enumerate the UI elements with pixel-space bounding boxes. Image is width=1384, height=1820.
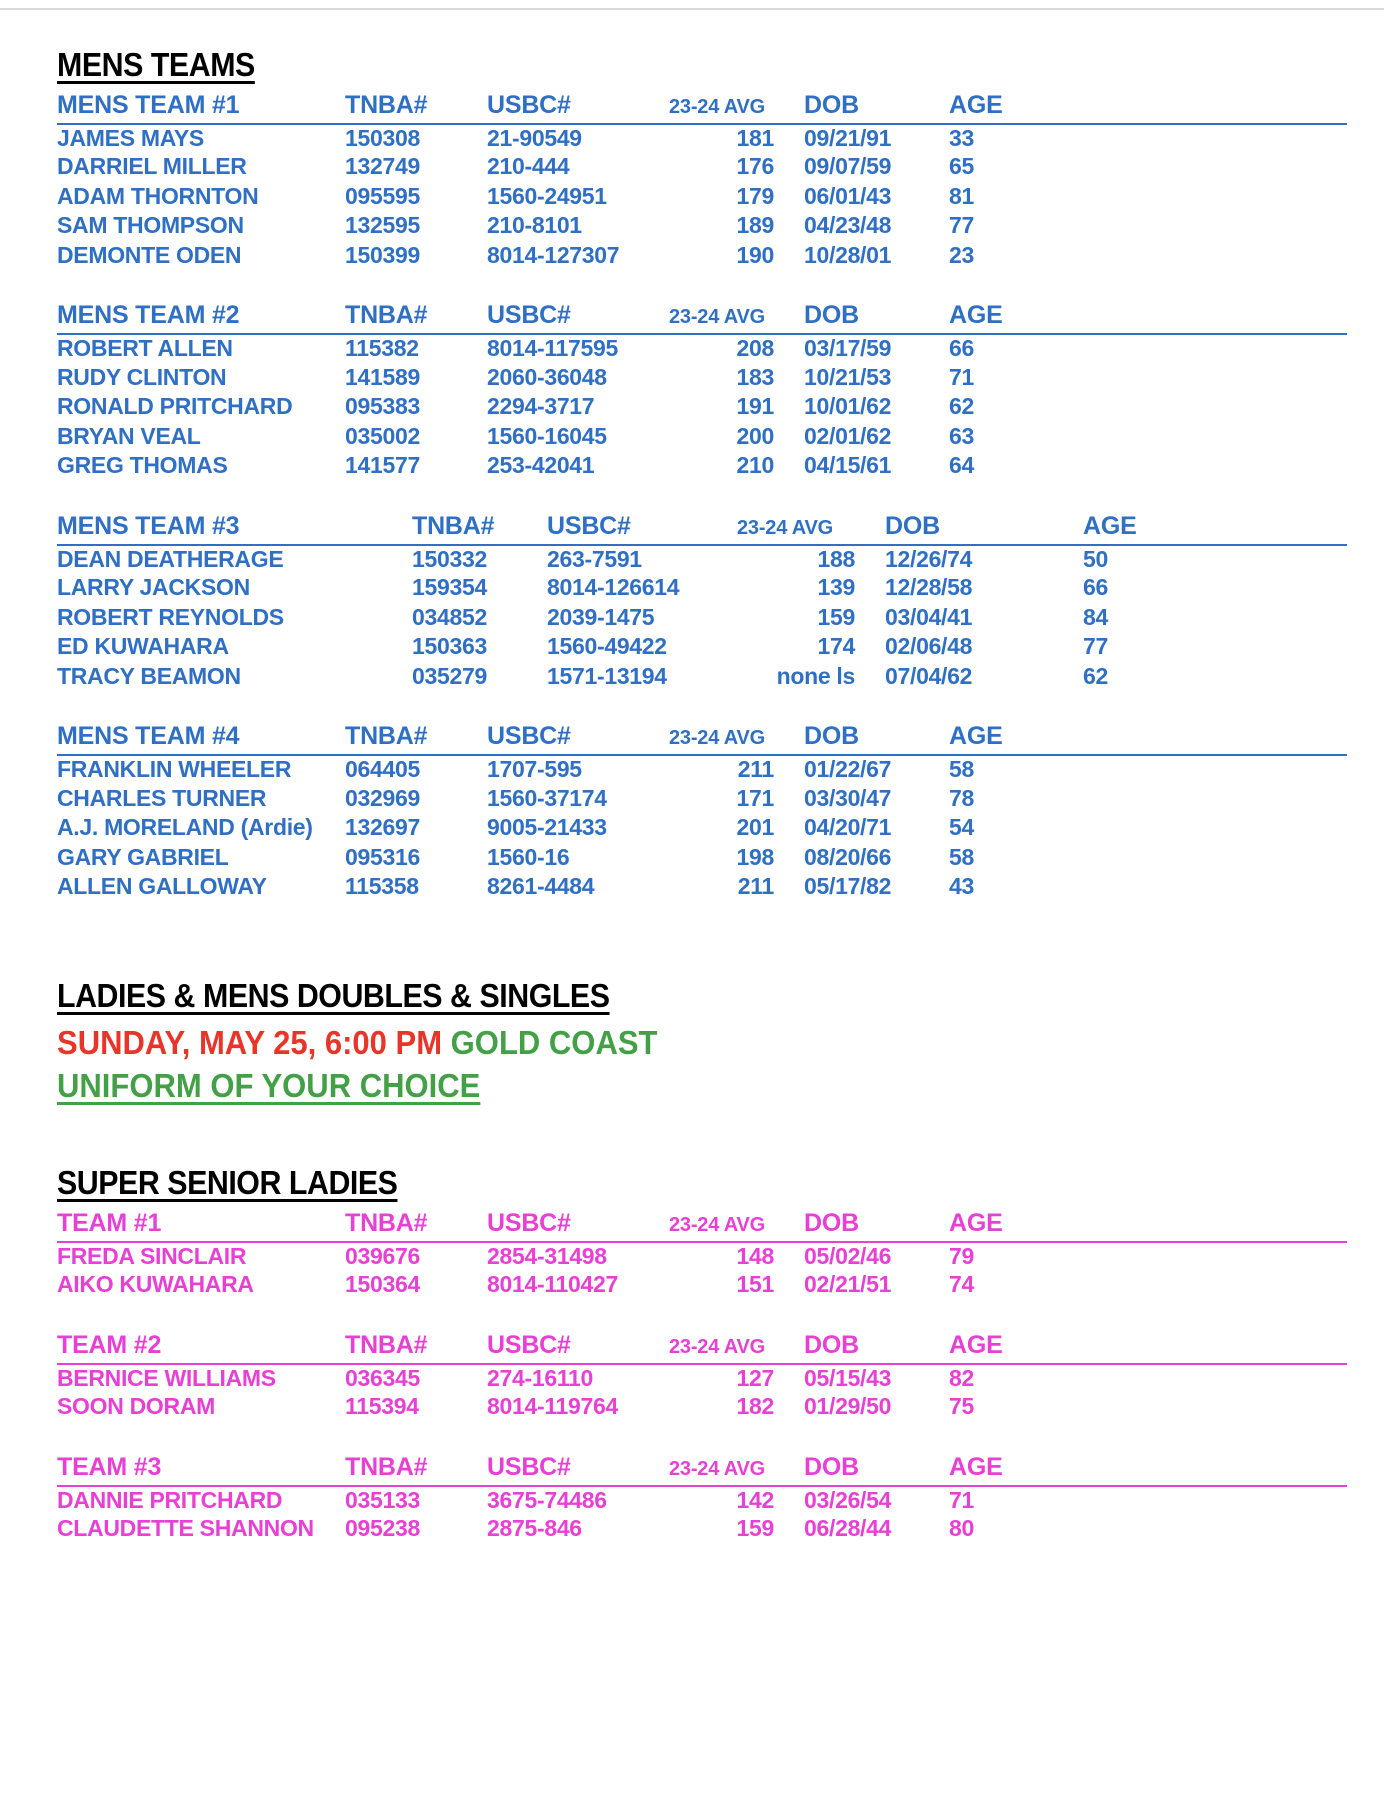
player-average: 179 (736, 182, 774, 209)
player-name: SOON DORAM (57, 1393, 216, 1420)
row-spacer (1069, 785, 1347, 815)
column-header-dob: DOB (804, 91, 949, 124)
player-age: 50 (1083, 545, 1108, 572)
player-tnba: 141577 (345, 452, 420, 479)
player-age: 66 (949, 335, 974, 362)
player-row (57, 212, 1347, 242)
team-table (57, 91, 1347, 272)
player-tnba: 150364 (345, 1271, 420, 1298)
player-usbc: 274-16110 (487, 1364, 594, 1391)
spacer (57, 903, 1347, 977)
player-name: RUDY CLINTON (57, 363, 227, 390)
row-spacer (1069, 183, 1347, 213)
player-name: ROBERT REYNOLDS (57, 603, 284, 630)
player-tnba: 141589 (345, 363, 420, 390)
player-name: SAM THOMPSON (57, 212, 244, 239)
player-dob: 10/21/53 (804, 363, 892, 390)
row-spacer (1069, 212, 1347, 242)
player-average: 189 (736, 212, 774, 239)
player-name: RONALD PRITCHARD (57, 393, 293, 420)
column-header-avg: 23-24 AVG (737, 512, 885, 545)
player-dob: 05/15/43 (804, 1364, 892, 1391)
row-spacer (1069, 755, 1347, 785)
player-dob: 08/20/66 (804, 843, 892, 870)
player-usbc: 2854-31498 (487, 1242, 607, 1269)
player-name: JAMES MAYS (57, 124, 204, 151)
player-usbc: 1571-13194 (547, 662, 667, 689)
player-age: 78 (949, 784, 974, 811)
team-header-row (57, 91, 1347, 124)
player-dob: 06/28/44 (804, 1515, 892, 1542)
player-age: 71 (949, 363, 974, 390)
player-dob: 02/01/62 (804, 422, 892, 449)
player-dob: 10/01/62 (804, 393, 892, 420)
player-row (57, 633, 1347, 663)
player-row (57, 663, 1347, 693)
column-header-tnba: TNBA# (345, 1331, 487, 1364)
mens-teams-heading: MENS TEAMS (57, 46, 255, 83)
player-usbc: 3675-74486 (487, 1486, 607, 1513)
player-dob: 03/17/59 (804, 335, 892, 362)
player-tnba: 150308 (345, 124, 420, 151)
player-row (57, 604, 1347, 634)
player-usbc: 253-42041 (487, 452, 595, 479)
player-row (57, 574, 1347, 604)
player-name: FREDA SINCLAIR (57, 1242, 247, 1269)
row-spacer (1189, 545, 1347, 575)
player-usbc: 21-90549 (487, 124, 582, 151)
player-usbc: 1560-16045 (487, 422, 607, 449)
player-row (57, 242, 1347, 272)
player-age: 84 (1083, 603, 1108, 630)
player-tnba: 115382 (345, 335, 419, 362)
player-name: GREG THOMAS (57, 452, 228, 479)
team-label: TEAM #1 (57, 1209, 345, 1242)
player-tnba: 159354 (412, 574, 487, 601)
player-usbc: 1560-16 (487, 843, 570, 870)
column-header-tnba: TNBA# (345, 91, 487, 124)
player-dob: 03/30/47 (804, 784, 892, 811)
player-row (57, 334, 1347, 364)
player-row (57, 814, 1347, 844)
column-header-usbc: USBC# (487, 1453, 669, 1486)
player-name: DEAN DEATHERAGE (57, 545, 284, 572)
row-spacer (1189, 574, 1347, 604)
player-name: AIKO KUWAHARA (57, 1271, 254, 1298)
player-average: none ls (776, 662, 855, 689)
row-spacer (1069, 393, 1347, 423)
spacer (57, 1108, 1347, 1164)
player-name: FRANKLIN WHEELER (57, 756, 292, 783)
row-spacer (1189, 633, 1347, 663)
column-header-spacer (1069, 91, 1347, 124)
player-age: 80 (949, 1515, 974, 1542)
player-tnba: 035279 (412, 662, 487, 689)
spacer (57, 1301, 1347, 1331)
player-row (57, 844, 1347, 874)
player-usbc: 263-7591 (547, 545, 642, 572)
player-usbc: 210-444 (487, 153, 570, 180)
player-age: 33 (949, 124, 974, 151)
player-usbc: 8261-4484 (487, 873, 595, 900)
player-tnba: 132595 (345, 212, 420, 239)
player-tnba: 039676 (345, 1242, 420, 1269)
player-dob: 05/17/82 (804, 873, 892, 900)
player-average: 183 (736, 363, 774, 390)
player-usbc: 2294-3717 (487, 393, 595, 420)
player-tnba: 032969 (345, 784, 420, 811)
row-spacer (1189, 604, 1347, 634)
player-tnba: 035002 (345, 422, 420, 449)
player-usbc: 2875-846 (487, 1515, 582, 1542)
team-header-row (57, 512, 1347, 545)
row-spacer (1069, 1393, 1347, 1423)
column-header-dob: DOB (885, 512, 1083, 545)
team-table (57, 1209, 1347, 1301)
player-usbc: 1560-37174 (487, 784, 607, 811)
player-average: 174 (817, 633, 855, 660)
column-header-avg: 23-24 AVG (669, 1331, 804, 1364)
player-average: 159 (817, 603, 855, 630)
column-header-avg: 23-24 AVG (669, 91, 804, 124)
column-header-tnba: TNBA# (345, 722, 487, 755)
row-spacer (1069, 423, 1347, 453)
event-datetime-line (57, 1022, 1270, 1065)
player-average: 211 (737, 756, 774, 783)
player-dob: 04/15/61 (804, 452, 892, 479)
player-row (57, 755, 1347, 785)
column-header-spacer (1069, 1453, 1347, 1486)
team-header-row (57, 1453, 1347, 1486)
column-header-dob: DOB (804, 1453, 949, 1486)
player-row (57, 1271, 1347, 1301)
spacer (57, 692, 1347, 722)
player-name: LARRY JACKSON (57, 574, 250, 601)
column-header-age: AGE (949, 722, 1069, 755)
row-spacer (1069, 873, 1347, 903)
player-row (57, 183, 1347, 213)
player-name: TRACY BEAMON (57, 662, 241, 689)
player-age: 71 (949, 1486, 974, 1513)
player-tnba: 115394 (345, 1393, 419, 1420)
player-age: 75 (949, 1393, 974, 1420)
player-row (57, 873, 1347, 903)
player-average: 176 (736, 153, 774, 180)
row-spacer (1069, 1271, 1347, 1301)
player-usbc: 8014-119764 (487, 1393, 619, 1420)
player-usbc: 210-8101 (487, 212, 582, 239)
column-header-dob: DOB (804, 301, 949, 334)
player-usbc: 1707-595 (487, 756, 582, 783)
player-tnba: 095595 (345, 182, 420, 209)
column-header-spacer (1189, 512, 1347, 545)
player-name: ED KUWAHARA (57, 633, 229, 660)
player-age: 82 (949, 1364, 974, 1391)
player-dob: 12/26/74 (885, 545, 973, 572)
column-header-dob: DOB (804, 722, 949, 755)
player-tnba: 095383 (345, 393, 420, 420)
column-header-usbc: USBC# (487, 722, 669, 755)
row-spacer (1069, 814, 1347, 844)
player-tnba: 132697 (345, 814, 420, 841)
player-average: 208 (736, 335, 774, 362)
column-header-age: AGE (949, 1453, 1069, 1486)
player-row (57, 423, 1347, 453)
player-dob: 03/26/54 (804, 1486, 892, 1513)
team-header-row (57, 301, 1347, 334)
player-usbc: 8014-110427 (487, 1271, 619, 1298)
column-header-dob: DOB (804, 1209, 949, 1242)
ladies-teams-container (57, 1209, 1347, 1545)
event-when: SUNDAY, MAY 25, 6:00 PM (57, 1023, 443, 1061)
player-average: 201 (736, 814, 774, 841)
player-average: 210 (736, 452, 774, 479)
row-spacer (1069, 1515, 1347, 1545)
player-dob: 01/22/67 (804, 756, 892, 783)
player-tnba: 095316 (345, 843, 420, 870)
player-dob: 03/04/41 (885, 603, 973, 630)
player-dob: 10/28/01 (804, 241, 892, 268)
player-usbc: 1560-49422 (547, 633, 667, 660)
row-spacer (1069, 124, 1347, 154)
player-age: 77 (1083, 633, 1108, 660)
player-usbc: 9005-21433 (487, 814, 607, 841)
player-usbc: 8014-117595 (487, 335, 619, 362)
player-tnba: 115358 (345, 873, 419, 900)
team-label: MENS TEAM #2 (57, 301, 345, 334)
row-spacer (1069, 1364, 1347, 1394)
player-row (57, 1364, 1347, 1394)
column-header-spacer (1069, 722, 1347, 755)
team-label: TEAM #2 (57, 1331, 345, 1364)
column-header-spacer (1069, 1209, 1347, 1242)
player-age: 23 (949, 241, 974, 268)
column-header-avg: 23-24 AVG (669, 722, 804, 755)
column-header-usbc: USBC# (487, 301, 669, 334)
player-average: 181 (736, 124, 774, 151)
column-header-usbc: USBC# (487, 1209, 669, 1242)
player-age: 62 (949, 393, 974, 420)
player-tnba: 064405 (345, 756, 420, 783)
team-table (57, 1331, 1347, 1423)
player-usbc: 2060-36048 (487, 363, 607, 390)
player-dob: 06/01/43 (804, 182, 892, 209)
player-tnba: 034852 (412, 603, 487, 630)
player-row (57, 1515, 1347, 1545)
player-name: DARRIEL MILLER (57, 153, 247, 180)
spacer (57, 271, 1347, 301)
player-name: DEMONTE ODEN (57, 241, 242, 268)
player-average: 171 (736, 784, 774, 811)
player-age: 77 (949, 212, 974, 239)
column-header-tnba: TNBA# (345, 1209, 487, 1242)
player-row (57, 1242, 1347, 1272)
column-header-usbc: USBC# (487, 1331, 669, 1364)
player-average: 148 (736, 1242, 774, 1269)
player-name: A.J. MORELAND (Ardie) (57, 814, 313, 841)
player-average: 182 (736, 1393, 774, 1420)
player-average: 188 (817, 545, 855, 572)
player-tnba: 132749 (345, 153, 420, 180)
team-header-row (57, 722, 1347, 755)
player-age: 79 (949, 1242, 974, 1269)
player-row (57, 545, 1347, 575)
column-header-age: AGE (949, 1209, 1069, 1242)
player-age: 81 (949, 182, 974, 209)
player-age: 54 (949, 814, 974, 841)
row-spacer (1069, 1242, 1347, 1272)
player-dob: 01/29/50 (804, 1393, 892, 1420)
player-age: 43 (949, 873, 974, 900)
player-age: 64 (949, 452, 974, 479)
player-name: BERNICE WILLIAMS (57, 1364, 276, 1391)
player-age: 63 (949, 422, 974, 449)
player-row (57, 153, 1347, 183)
document-content (57, 46, 1347, 1545)
team-label: MENS TEAM #3 (57, 512, 412, 545)
team-header-row (57, 1209, 1347, 1242)
column-header-age: AGE (1083, 512, 1189, 545)
column-header-spacer (1069, 301, 1347, 334)
column-header-age: AGE (949, 91, 1069, 124)
player-row (57, 124, 1347, 154)
row-spacer (1189, 663, 1347, 693)
player-name: CLAUDETTE SHANNON (57, 1515, 314, 1542)
doubles-singles-heading: LADIES & MENS DOUBLES & SINGLES (57, 976, 610, 1014)
player-age: 58 (949, 843, 974, 870)
player-average: 142 (736, 1486, 774, 1513)
player-dob: 02/21/51 (804, 1271, 892, 1298)
player-row (57, 364, 1347, 394)
player-usbc: 1560-24951 (487, 182, 607, 209)
player-tnba: 095238 (345, 1515, 420, 1542)
player-average: 151 (736, 1271, 774, 1298)
player-tnba: 150332 (412, 545, 487, 572)
column-header-age: AGE (949, 1331, 1069, 1364)
event-where: GOLD COAST (450, 1023, 658, 1061)
mens-teams-container (57, 91, 1347, 903)
row-spacer (1069, 452, 1347, 482)
player-row (57, 1393, 1347, 1423)
row-spacer (1069, 334, 1347, 364)
column-header-dob: DOB (804, 1331, 949, 1364)
column-header-avg: 23-24 AVG (669, 1209, 804, 1242)
player-age: 74 (949, 1271, 974, 1298)
player-usbc: 8014-127307 (487, 241, 620, 268)
player-name: GARY GABRIEL (57, 843, 229, 870)
player-dob: 04/23/48 (804, 212, 892, 239)
player-average: 211 (737, 873, 774, 900)
player-tnba: 036345 (345, 1364, 420, 1391)
player-name: CHARLES TURNER (57, 784, 267, 811)
super-senior-ladies-heading: SUPER SENIOR LADIES (57, 1163, 398, 1201)
player-name: ROBERT ALLEN (57, 335, 233, 362)
team-table (57, 301, 1347, 482)
row-spacer (1069, 153, 1347, 183)
player-dob: 04/20/71 (804, 814, 892, 841)
player-name: BRYAN VEAL (57, 422, 201, 449)
column-header-age: AGE (949, 301, 1069, 334)
player-name: DANNIE PRITCHARD (57, 1486, 283, 1513)
team-table (57, 1453, 1347, 1545)
player-usbc: 2039-1475 (547, 603, 655, 630)
column-header-usbc: USBC# (487, 91, 669, 124)
column-header-usbc: USBC# (547, 512, 737, 545)
column-header-avg: 23-24 AVG (669, 1453, 804, 1486)
player-average: 198 (736, 843, 774, 870)
player-name: ALLEN GALLOWAY (57, 873, 267, 900)
player-tnba: 150363 (412, 633, 487, 660)
row-spacer (1069, 364, 1347, 394)
player-usbc: 8014-126614 (547, 574, 680, 601)
team-table (57, 512, 1347, 693)
player-dob: 07/04/62 (885, 662, 973, 689)
player-row (57, 785, 1347, 815)
player-tnba: 150399 (345, 241, 420, 268)
spacer (57, 1423, 1347, 1453)
player-dob: 09/21/91 (804, 124, 892, 151)
player-age: 66 (1083, 574, 1108, 601)
player-name: ADAM THORNTON (57, 182, 259, 209)
column-header-tnba: TNBA# (345, 301, 487, 334)
page-top-rule (0, 8, 1384, 10)
player-age: 65 (949, 153, 974, 180)
player-row (57, 1486, 1347, 1516)
player-dob: 12/28/58 (885, 574, 973, 601)
player-age: 58 (949, 756, 974, 783)
team-header-row (57, 1331, 1347, 1364)
row-spacer (1069, 844, 1347, 874)
player-dob: 09/07/59 (804, 153, 892, 180)
event-uniform: UNIFORM OF YOUR CHOICE (57, 1066, 481, 1104)
spacer (57, 482, 1347, 512)
player-dob: 05/02/46 (804, 1242, 892, 1269)
player-tnba: 035133 (345, 1486, 420, 1513)
team-label: MENS TEAM #4 (57, 722, 345, 755)
player-average: 159 (736, 1515, 774, 1542)
row-spacer (1069, 242, 1347, 272)
player-average: 191 (736, 393, 774, 420)
player-row (57, 393, 1347, 423)
player-average: 127 (736, 1364, 774, 1391)
player-average: 139 (817, 574, 855, 601)
player-age: 62 (1083, 662, 1108, 689)
column-header-tnba: TNBA# (412, 512, 547, 545)
player-average: 190 (736, 241, 774, 268)
player-average: 200 (736, 422, 774, 449)
player-dob: 02/06/48 (885, 633, 973, 660)
player-row (57, 452, 1347, 482)
column-header-tnba: TNBA# (345, 1453, 487, 1486)
team-table (57, 722, 1347, 903)
team-label: TEAM #3 (57, 1453, 345, 1486)
column-header-avg: 23-24 AVG (669, 301, 804, 334)
row-spacer (1069, 1486, 1347, 1516)
column-header-spacer (1069, 1331, 1347, 1364)
team-label: MENS TEAM #1 (57, 91, 345, 124)
